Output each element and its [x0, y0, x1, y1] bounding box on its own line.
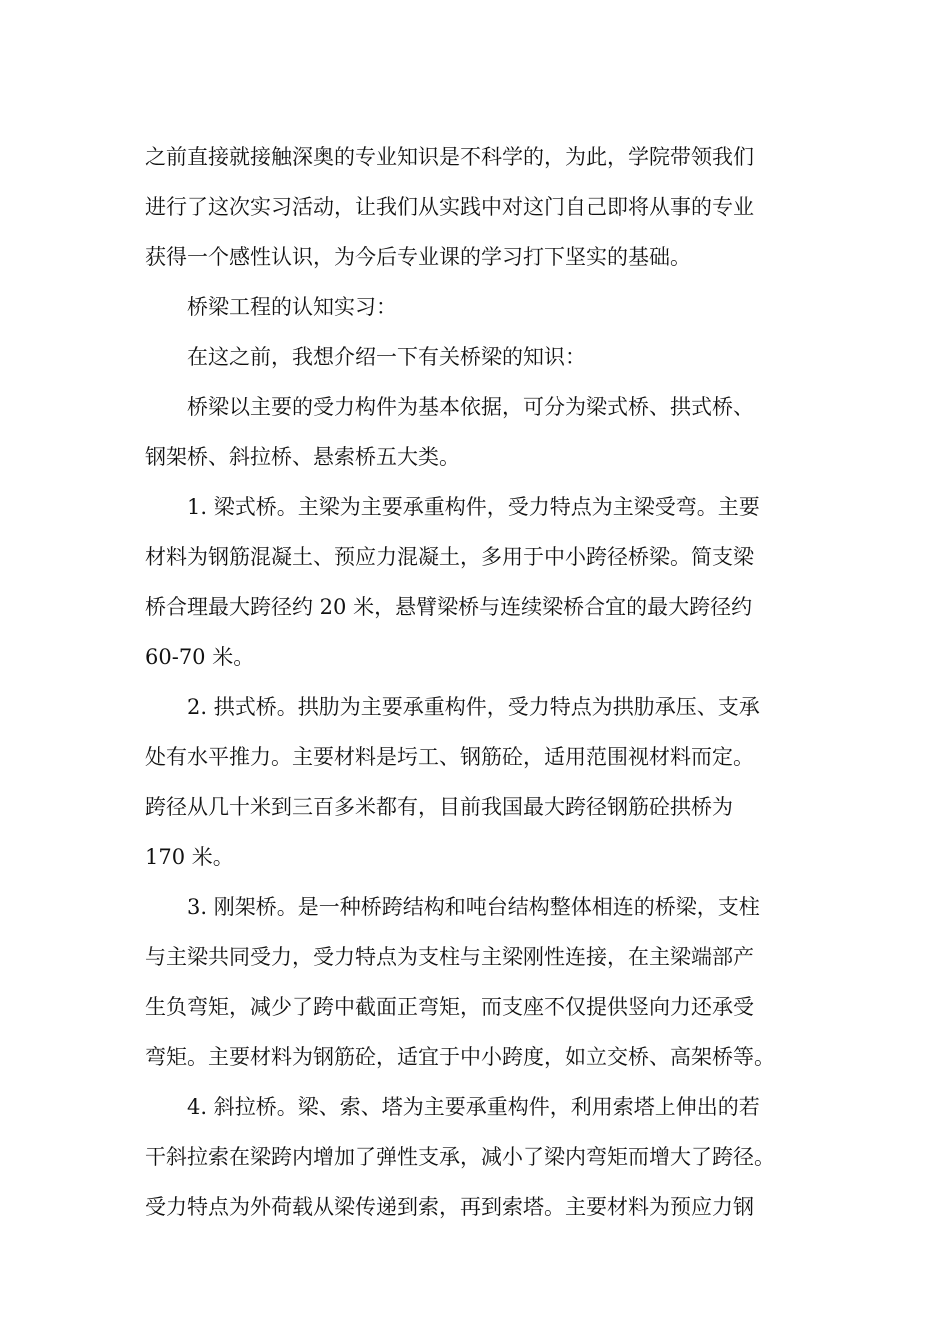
- text-line: 钢架桥、斜拉桥、悬索桥五大类。: [145, 445, 460, 469]
- text-line: 之前直接就接触深奥的专业知识是不科学的，为此，学院带领我们: [145, 145, 754, 169]
- text-line: 在这之前，我想介绍一下有关桥梁的知识：: [187, 345, 586, 369]
- text-line: 受力特点为外荷载从梁传递到索，再到索塔。主要材料为预应力钢: [145, 1195, 754, 1219]
- text-line: 170 米。: [145, 845, 234, 869]
- text-line: 干斜拉索在梁跨内增加了弹性支承，减小了梁内弯矩而增大了跨径。: [145, 1145, 775, 1169]
- text-line: 与主梁共同受力，受力特点为支柱与主梁刚性连接，在主梁端部产: [145, 945, 754, 969]
- list-item-beam-bridge: 1. 梁式桥。主梁为主要承重构件，受力特点为主梁受弯。主要: [187, 495, 760, 519]
- section-heading: 桥梁工程的认知实习：: [187, 295, 397, 319]
- text-line: 跨径从几十米到三百多米都有，目前我国最大跨径钢筋砼拱桥为: [145, 795, 733, 819]
- document-body: [145, 132, 815, 1232]
- list-item-rigid-frame-bridge: 3. 刚架桥。是一种桥跨结构和吨台结构整体相连的桥梁，支柱: [187, 895, 760, 919]
- text-line: 处有水平推力。主要材料是圬工、钢筋砼，适用范围视材料而定。: [145, 745, 754, 769]
- text-line: 获得一个感性认识，为今后专业课的学习打下坚实的基础。: [145, 245, 691, 269]
- text-line: 生负弯矩，减少了跨中截面正弯矩，而支座不仅提供竖向力还承受: [145, 995, 754, 1019]
- text-line: 进行了这次实习活动，让我们从实践中对这门自己即将从事的专业: [145, 195, 754, 219]
- text-line: 弯矩。主要材料为钢筋砼，适宜于中小跨度，如立交桥、高架桥等。: [145, 1045, 775, 1069]
- text-line: 桥合理最大跨径约 20 米，悬臂梁桥与连续梁桥合宜的最大跨径约: [145, 595, 753, 619]
- text-line: 60-70 米。: [145, 645, 255, 669]
- list-item-arch-bridge: 2. 拱式桥。拱肋为主要承重构件，受力特点为拱肋承压、支承: [187, 695, 760, 719]
- text-line: 桥梁以主要的受力构件为基本依据，可分为梁式桥、拱式桥、: [187, 395, 754, 419]
- list-item-cable-stayed-bridge: 4. 斜拉桥。梁、索、塔为主要承重构件，利用索塔上伸出的若: [187, 1095, 760, 1119]
- text-line: 材料为钢筋混凝土、预应力混凝土，多用于中小跨径桥梁。简支梁: [145, 545, 754, 569]
